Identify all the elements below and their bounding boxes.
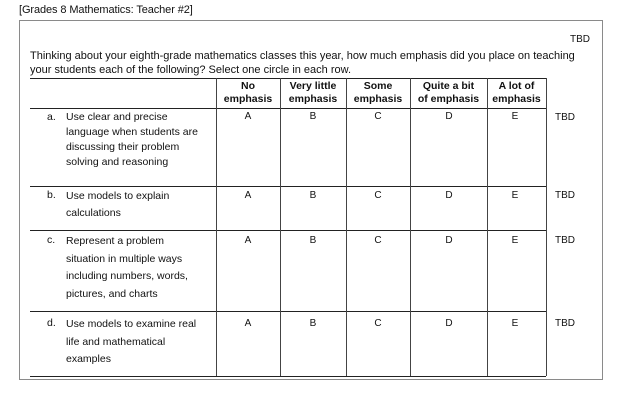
question-text: Thinking about your eighth-grade mathematics classes this year, how much emphasis did you place on teaching your students each of the following? Select one circle in each row. xyxy=(30,50,575,76)
item-letter: a. xyxy=(47,111,56,123)
item-text: Use clear and precise language when students are discussing their problem solving and reasoning xyxy=(66,111,198,168)
response-option-c[interactable]: C xyxy=(374,318,382,329)
response-option-b[interactable]: B xyxy=(309,235,317,246)
response-option-c[interactable]: C xyxy=(374,235,382,246)
response-option-a[interactable]: A xyxy=(244,111,252,122)
column-header-quite-a-bit-of-emphasis: Quite a bit of emphasis xyxy=(417,80,480,105)
tbd-label: TBD xyxy=(555,112,575,123)
column-divider xyxy=(487,78,488,376)
item-letter: d. xyxy=(47,317,56,329)
response-option-a[interactable]: A xyxy=(244,318,252,329)
response-option-d[interactable]: D xyxy=(445,235,453,246)
response-option-d[interactable]: D xyxy=(445,190,453,201)
column-divider xyxy=(346,78,347,376)
table-bottom-rule xyxy=(30,376,546,377)
tbd-label: TBD xyxy=(555,235,575,246)
row-divider-b xyxy=(30,230,546,231)
survey-header: [Grades 8 Mathematics: Teacher #2] xyxy=(19,4,193,16)
response-option-d[interactable]: D xyxy=(445,318,453,329)
response-option-b[interactable]: B xyxy=(309,190,317,201)
item-text: Use models to explain calculations xyxy=(66,190,170,219)
response-option-b[interactable]: B xyxy=(309,318,317,329)
column-divider xyxy=(216,78,217,376)
table-top-rule xyxy=(30,78,546,79)
tbd-label: TBD xyxy=(555,318,575,329)
row-divider-a xyxy=(30,186,546,187)
response-option-d[interactable]: D xyxy=(445,111,453,122)
item-letter: b. xyxy=(47,189,56,201)
item-text: Use models to examine real life and mathematical examples xyxy=(66,318,197,365)
column-header-very-little-emphasis: Very little emphasis xyxy=(288,80,338,105)
column-header-no-emphasis: No emphasis xyxy=(223,80,273,105)
column-divider xyxy=(546,78,547,376)
question-frame-left-border xyxy=(19,20,20,380)
column-divider xyxy=(410,78,411,376)
response-option-b[interactable]: B xyxy=(309,111,317,122)
response-option-e[interactable]: E xyxy=(511,111,519,122)
column-header-a-lot-of-emphasis: A lot of emphasis xyxy=(492,80,541,105)
column-header-some-emphasis: Some emphasis xyxy=(353,80,403,105)
item-text: Represent a problem situation in multiple ways including numbers, words, pictures, and charts xyxy=(66,235,188,300)
item-letter: c. xyxy=(47,234,56,246)
tbd-label-top: TBD xyxy=(570,34,590,45)
response-option-e[interactable]: E xyxy=(511,190,519,201)
column-divider xyxy=(280,78,281,376)
response-option-c[interactable]: C xyxy=(374,190,382,201)
response-option-a[interactable]: A xyxy=(244,235,252,246)
row-divider-c xyxy=(30,311,546,312)
response-option-c[interactable]: C xyxy=(374,111,382,122)
response-option-e[interactable]: E xyxy=(511,235,519,246)
table-header-bottom-rule xyxy=(30,108,546,109)
tbd-label: TBD xyxy=(555,190,575,201)
response-option-e[interactable]: E xyxy=(511,318,519,329)
response-option-a[interactable]: A xyxy=(244,190,252,201)
